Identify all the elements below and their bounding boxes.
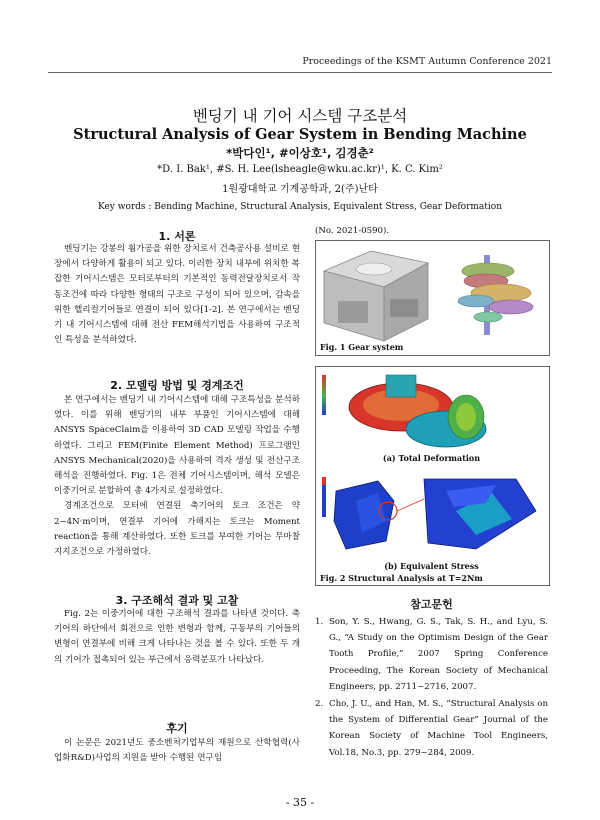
reference-item	[315, 696, 548, 761]
intro-paragraph: 벤딩기는 강봉의 휨가공을 위한 장치로서 건축공사용 설비로 현장에서 다양하게 활용이 되고 있다. 이러한 장치 내부에 위치한 복잡한 기어시스템은 모터로부터의 기본적인 동력전달장치로서 작동조건에 따라 다양한 형태의 구조로 구성이 되어 있으며, 감속을 위한 헬리컬기어들로 연결이 되어 있다[1-2]. 본 연구에서는 벤딩기 내 기어시스템에 대해 전산 FEM해석기법을 사용하여 구조적인 특성을 분석하였다.	[54, 244, 300, 346]
modeling-paragraph-1: 본 연구에서는 벤딩기 내 기어시스템에 대해 구조특성을 분석하였다. 이를 위해 벤딩기의 내부 부품인 기어시스템에 대해 ANSYS SpaceClaim을 이용하여 3D CAD 모델링 작업을 수행하였다. 그리고 FEM(Finite Element Method) 프로그램인 ANSYS Mechanical(2020)을 사용하여 격자 생성 및 전산구조해석을 진행하였다. Fig. 1은 전체 기어시스템이며, 해석 모델은 이중기어로 분할하여 총 4가지로 설정하였다.	[54, 395, 300, 497]
authors-korean: *박다인¹, #이상호¹, 김경춘²	[226, 146, 374, 160]
references-title: 참고문헌	[410, 598, 453, 611]
section-intro-title: 1. 서론	[158, 230, 196, 243]
section-results-body	[54, 607, 300, 668]
gear-system-image	[316, 241, 549, 355]
figure-2a-caption: (a) Total Deformation	[382, 453, 481, 463]
section-ack-body	[54, 736, 300, 766]
authors-english: *D. I. Bak¹, #S. H. Lee(lsheagle@wku.ac.kr)¹, K. C. Kim²	[157, 164, 443, 175]
section-ack-title: 후기	[166, 722, 188, 735]
reference-text: Cho, J. U., and Han, M. S., “Structural Analysis on the System of Differential Gear” Journal of the Korean Society of Machine Tool Engineers, Vol.18, No.3, pp. 279~284, 2009.	[329, 699, 548, 758]
references-list	[315, 614, 548, 762]
grant-number: (No. 2021-0590).	[315, 226, 390, 236]
figure-2b-caption: (b) Equivalent Stress	[384, 561, 479, 571]
modeling-paragraph-2: 경계조건으로 모터에 연결된 축기어의 토크 조건은 약 2~4N·m이며, 연결부 기어에 가해지는 토크는 Moment reaction을 통해 계산하였다. 또한 토크를 부여한 기어는 무마찰지지조건으로 가정하였다.	[54, 501, 300, 558]
title-korean: 벤딩기 내 기어 시스템 구조분석	[192, 107, 408, 125]
section-modeling-body	[54, 393, 300, 560]
reference-number: 2.	[315, 699, 324, 710]
affiliation: 1원광대학교 기계공학과, 2(주)난타	[222, 184, 378, 195]
total-deformation-image	[316, 369, 549, 461]
conference-header: Proceedings of the KSMT Autumn Conference 2021	[302, 56, 552, 67]
figure-1	[315, 240, 550, 356]
section-modeling-title: 2. 모델링 방법 및 경계조건	[110, 379, 244, 392]
ack-paragraph: 이 논문은 2021년도 중소벤처기업부의 재원으로 산학협력(사업화R&D)사업의 지원을 받아 수행된 연구임	[54, 738, 300, 764]
section-intro-body	[54, 242, 300, 348]
reference-text: Son, Y. S., Hwang, G. S., Tak, S. H., and Lyu, S. G., “A Study on the Optimism Design of the Gear Tooth Profile,” 2007 Spring Conference Proceeding, The Korean Society of Mechanical Engineers, pp. 2711~2716, 2007.	[329, 617, 548, 692]
figure-1-caption: Fig. 1 Gear system	[320, 342, 404, 352]
keywords: Key words : Bending Machine, Structural Analysis, Equivalent Stress, Gear Deformation	[97, 202, 502, 212]
equivalent-stress-image	[316, 471, 549, 563]
results-paragraph: Fig. 2는 이중기어에 대한 구조해석 결과를 나타낸 것이다. 축 기어의 하단에서 회전으로 인한 변형과 함께, 구동부의 기어들의 변형이 연결부에 비해 크게 나타나는 것을 볼 수 있다. 또한 두 개의 기어가 접촉되어 있는 부근에서 응력분포가 나타났다.	[54, 609, 300, 665]
figure-2-caption: Fig. 2 Structural Analysis at T=2Nm	[320, 573, 483, 583]
figure-2	[315, 366, 550, 586]
reference-item	[315, 614, 548, 695]
header-divider	[48, 72, 552, 73]
reference-number: 1.	[315, 617, 324, 627]
section-results-title: 3. 구조해석 결과 및 고찰	[115, 594, 239, 607]
title-english: Structural Analysis of Gear System in Bending Machine	[73, 126, 527, 143]
page-number: - 35 -	[285, 796, 315, 809]
